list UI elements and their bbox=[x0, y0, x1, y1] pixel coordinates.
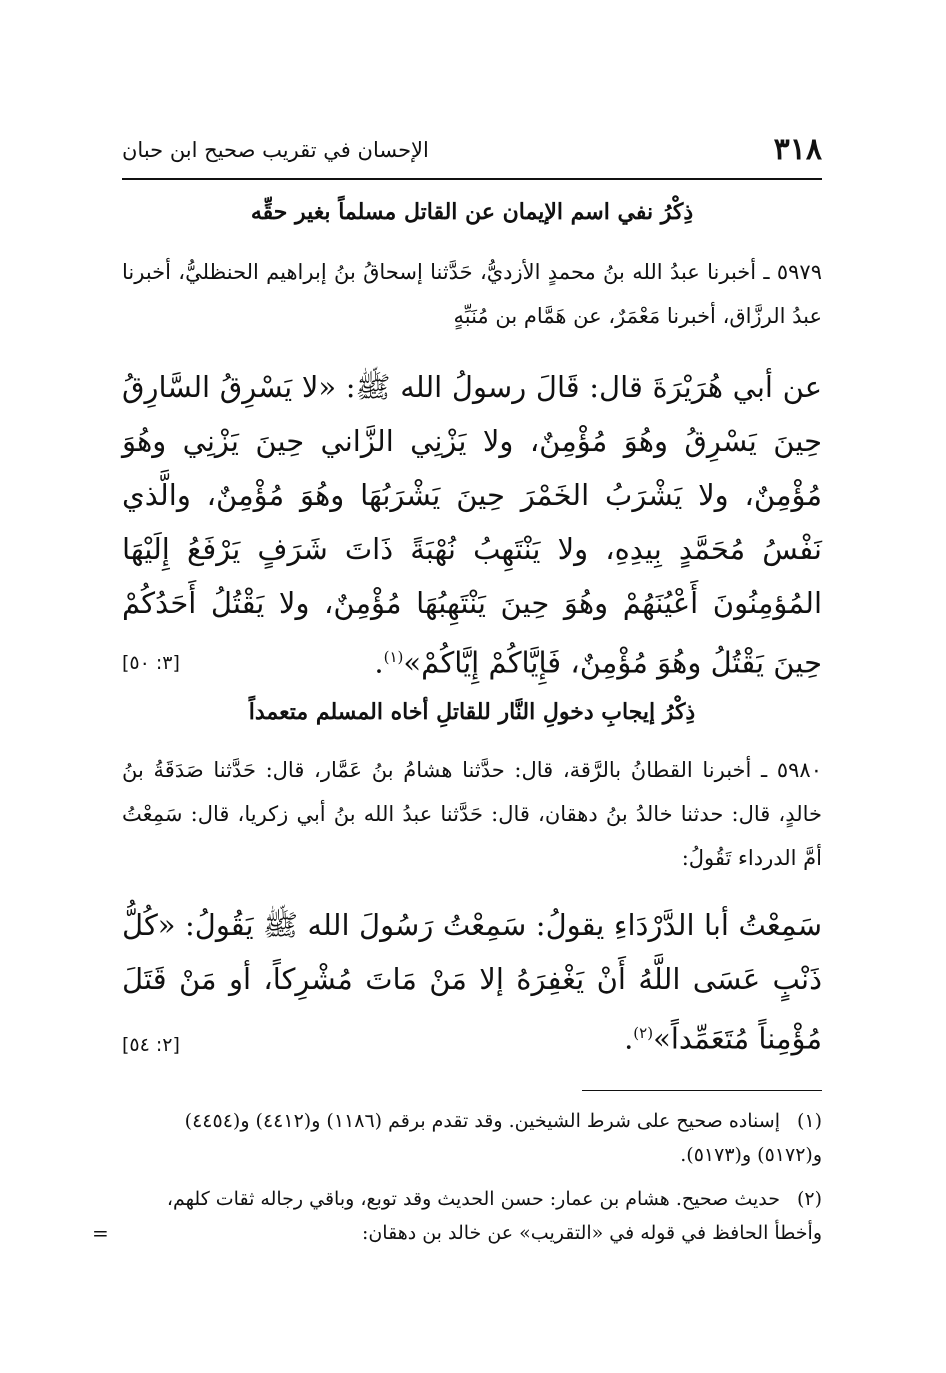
chapter-title-2: ذِكْرُ إيجابِ دخولِ النَّار للقاتلِ أخاه المسلم متعمداً bbox=[248, 699, 696, 725]
book-title: الإحسان في تقريب صحيح ابن حبان bbox=[122, 138, 429, 162]
hadith-matn-5979 bbox=[122, 360, 822, 690]
footnote-1 bbox=[122, 1104, 822, 1172]
footnote-number: (٢) bbox=[796, 1188, 822, 1210]
footnote-2 bbox=[92, 1182, 822, 1250]
continuation-mark: = bbox=[92, 1221, 109, 1245]
hadith-matn-5980 bbox=[122, 898, 822, 1066]
matn-text: سَمِعْتُ أبا الدَّرْدَاءِ يقولُ: سَمِعْتُ رَسُولَ الله ﷺ يَقُولُ: «كُلُّ ذَنْبٍ عَسَى اللَّهُ أَنْ يَغْفِرَهُ إلا مَنْ مَاتَ مُشْرِكاً، أو مَنْ قَتَلَ مُؤْمِناً مُتَعَمِّداً» bbox=[122, 908, 822, 1056]
footnote-marker-2: (٢) bbox=[633, 1024, 654, 1042]
footnote-marker-1: (١) bbox=[383, 648, 404, 666]
header-rule bbox=[122, 178, 822, 180]
matn-end: . bbox=[374, 645, 384, 680]
hadith-isnad-5980: ٥٩٨٠ ـ أخبرنا القطانُ بالرَّقة، قال: حدَّثنا هشامُ بنُ عَمَّار، قال: حَدَّثنا صَدَقَةُ بنُ خالدٍ، قال: حدثنا خالدُ بنُ دهقان، قال: حَدَّثنا عبدُ الله بنُ أبي زكريا، قال: سَمِعْتُ أمَّ الدرداء تَقُولُ: bbox=[122, 758, 822, 870]
source-reference-2: [٢: ٥٤] bbox=[122, 1034, 180, 1056]
hadith-isnad-5979: ٥٩٧٩ ـ أخبرنا عبدُ الله بنُ محمدٍ الأزديُّ، حَدَّثنا إسحاقُ بنُ إبراهيم الحنظليُّ، أخبرنا عبدُ الرزَّاق، أخبرنا مَعْمَرٌ، عن هَمَّام بن مُنَبِّهٍ bbox=[122, 260, 822, 328]
hadith-matn-5980-container bbox=[122, 898, 822, 1060]
footnote-text: حديث صحيح. هشام بن عمار: حسن الحديث وقد توبع، وباقي رجاله ثقات كلهم، وأخطأ الحافظ في قوله في «التقريب» عن خالد بن دهقان: bbox=[166, 1188, 822, 1244]
footnote-text: إسناده صحيح على شرط الشيخين. وقد تقدم برقم (١١٨٦) و(٤٤١٢) و(٤٤٥٤) و(٥١٧٢) و(٥١٧٣). bbox=[184, 1110, 822, 1166]
matn-text: عن أبي هُرَيْرَةَ قال: قَالَ رسولُ الله ﷺ: «لا يَسْرِقُ السَّارِقُ حِينَ يَسْرِقُ وهُوَ مُؤْمِنٌ، ولا يَزْنِي الزَّاني حِينَ يَزْنِي وهُوَ مُؤْمِنٌ، ولا يَشْرَبُ الخَمْرَ حِينَ يَشْرَبُهَا وهُوَ مُؤْمِنٌ، والَّذي نَفْسُ مُحَمَّدٍ بِيدِهِ، ولا يَنْتَهِبُ نُهْبَةً ذَاتَ شَرَفٍ يَرْفَعُ إِلَيْهَا المُؤمِنُونَ أَعْيُنَهُمْ وهُوَ حِينَ يَنْتَهِبُهَا مُؤْمِنٌ، ولا يَقْتُلُ أَحَدُكُمْ حِينَ يَقْتُلُ وهُوَ مُؤْمِنٌ، فَإِيَّاكُمْ إِيَّاكُمْ» bbox=[122, 370, 822, 680]
matn-end: . bbox=[624, 1021, 634, 1056]
running-header bbox=[122, 128, 822, 172]
footnote-rule bbox=[582, 1090, 822, 1091]
chapter-title-1: ذِكْرُ نفي اسم الإيمان عن القاتل مسلماً بغير حقِّه bbox=[250, 199, 694, 225]
source-reference-1: [٣: ٥٠] bbox=[122, 652, 180, 674]
page-number: ٣١٨ bbox=[773, 132, 822, 167]
footnote-number: (١) bbox=[796, 1110, 822, 1132]
hadith-matn-5979-container bbox=[122, 360, 822, 678]
